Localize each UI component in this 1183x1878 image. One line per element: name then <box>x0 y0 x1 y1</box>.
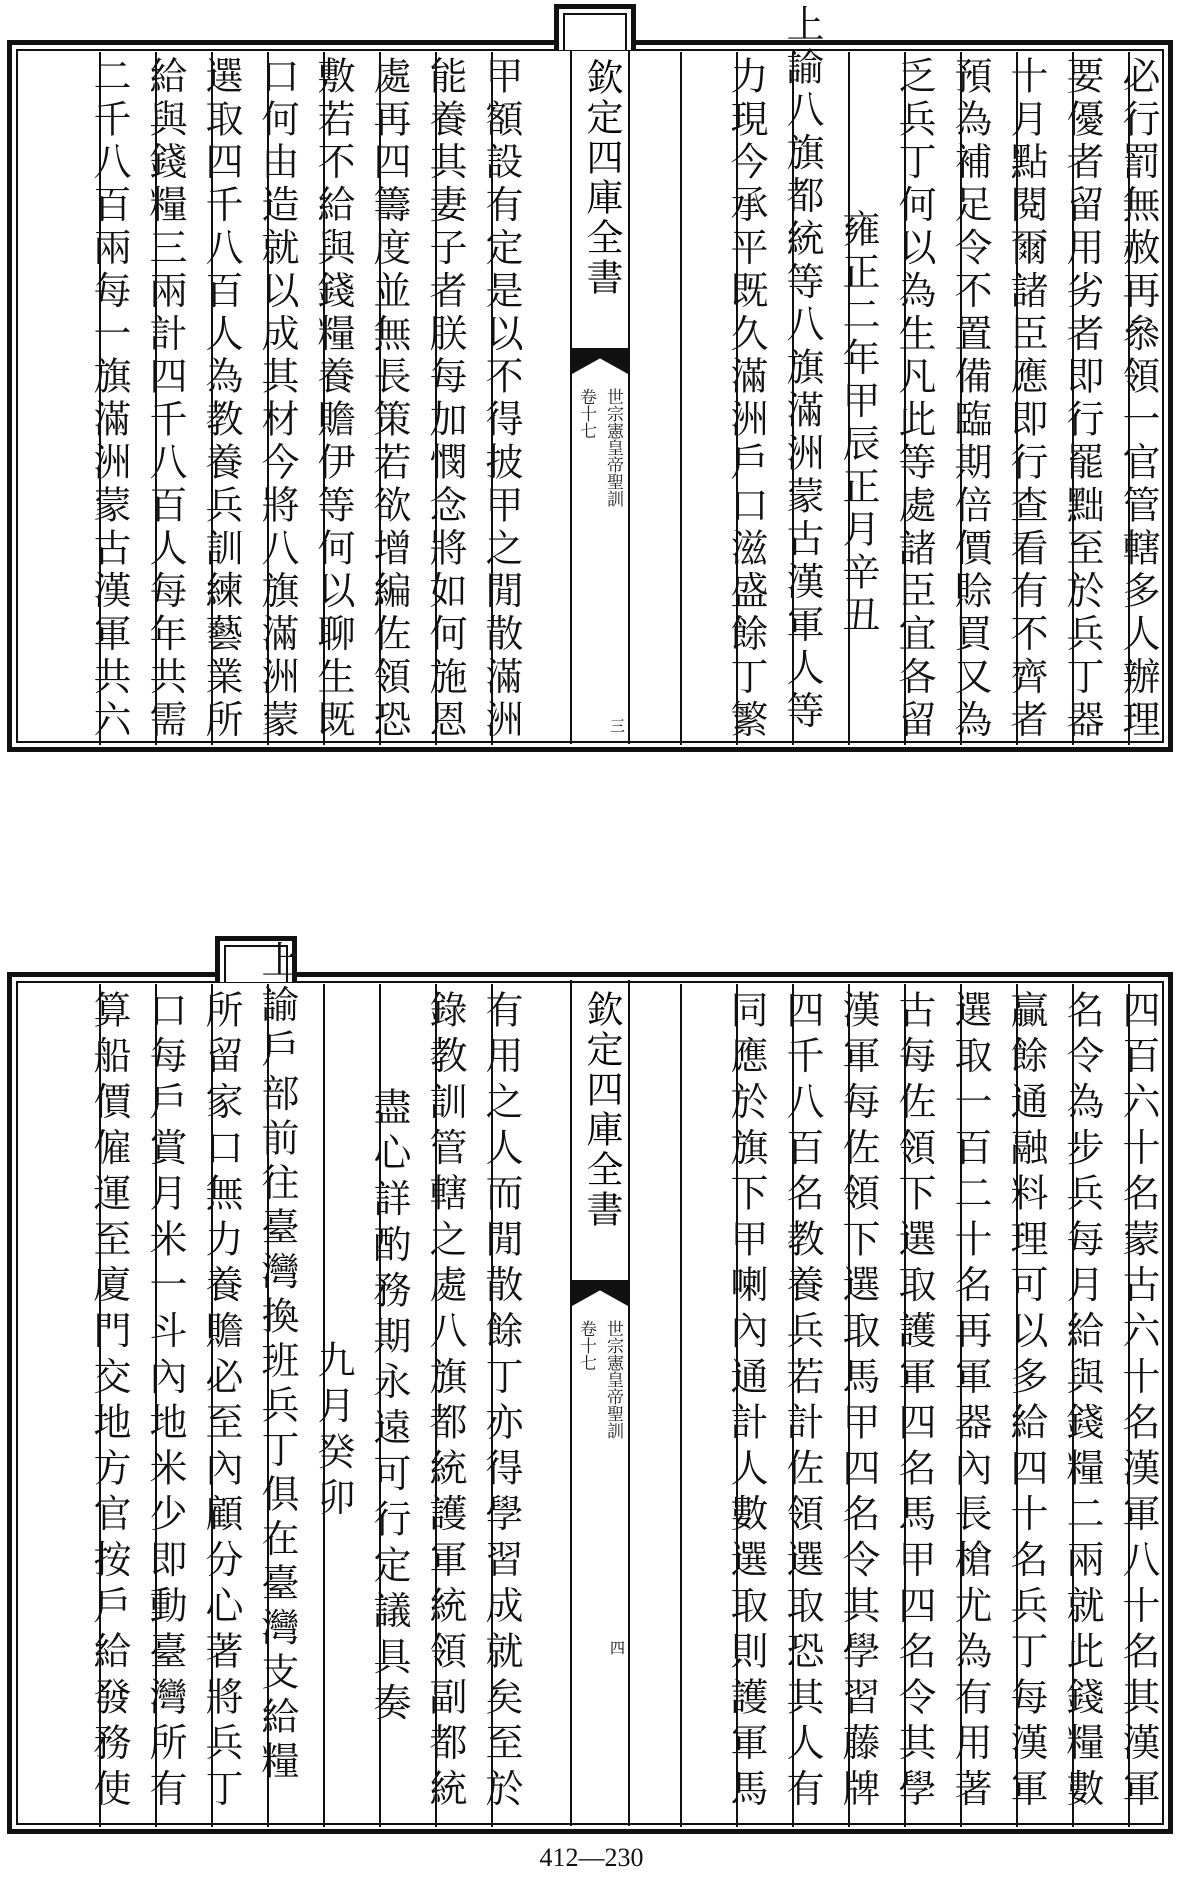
text-column: 四百六十名蒙古六十名漢軍八十名其漢軍 <box>1116 990 1160 1815</box>
text-column: 口何由造就以成其材今將八旗滿洲蒙 <box>255 56 299 743</box>
text-column: 贏餘通融料理可以多給四十名兵丁每漢軍 <box>1004 990 1048 1815</box>
text-column: 必行罰無赦再叅領一官管轄多人辦理 <box>1116 56 1160 743</box>
lower-page-gutter <box>570 980 630 1826</box>
text-column: 選取四千八百人為教養兵訓練藝業所 <box>199 56 243 743</box>
text-column: 口每戶賞月米一斗內地米少即動臺灣所有 <box>143 990 187 1815</box>
text-column: 預為補足令不置備臨期倍價賒買又為 <box>948 56 992 743</box>
text-column: 乏兵丁何以為生凡此等處諸臣宜各留 <box>892 56 936 743</box>
text-column: 名令為步兵每月給與錢糧二兩就此錢糧數 <box>1060 990 1104 1815</box>
fish-tail-ornament <box>572 348 628 374</box>
gutter-title: 欽定四庫全書 <box>580 990 623 1230</box>
text-column: 所留家口無力養贍必至內顧分心著將兵丁 <box>199 990 243 1815</box>
date-heading: 九月癸卯 <box>311 1340 355 1524</box>
column-rule <box>680 984 682 1827</box>
edict-column: 上諭戶部前往臺灣換班兵丁俱在臺灣支給糧 <box>255 940 299 1786</box>
gutter-title: 欽定四庫全書 <box>580 58 623 298</box>
gutter-subtitle-volume: 卷十七 <box>576 388 596 439</box>
text-column: 同應於旗下甲喇內通計人數選取則護軍馬 <box>724 990 768 1815</box>
text-column: 能養其妻子者朕每加憫念將如何施恩 <box>423 56 467 743</box>
gutter-subtitle-title: 世宗憲皇帝聖訓 <box>603 1320 623 1439</box>
text-column: 十月點閱爾諸臣應即行查看有不齊者 <box>1004 56 1048 743</box>
gutter-subtitle <box>576 1320 624 1439</box>
gutter-subtitle-title: 世宗憲皇帝聖訓 <box>603 388 623 507</box>
text-column: 四千八百名教養兵若計佐領選取恐其人有 <box>780 990 824 1815</box>
text-column: 錄教訓管轄之處八旗都統護軍統領副都統 <box>423 990 467 1815</box>
upper-page-heading-tab <box>554 4 636 50</box>
edict-column: 上諭八旗都統等八旗滿洲蒙古漢軍人等 <box>780 4 824 734</box>
text-column: 算船價僱運至廈門交地方官按戶給發務使 <box>87 990 131 1815</box>
text-column: 給與錢糧三兩計四千八百人每年共需 <box>143 56 187 743</box>
column-rule <box>680 52 682 745</box>
text-column: 甲額設有定是以不得披甲之閒散滿洲 <box>479 56 523 743</box>
gutter-subtitle <box>576 388 624 507</box>
gutter-subtitle-volume: 卷十七 <box>576 1320 596 1371</box>
fish-tail-ornament <box>572 1280 628 1306</box>
upper-page-gutter <box>570 48 630 744</box>
text-column: 二千八百兩每一旗滿洲蒙古漢軍共六 <box>87 56 131 743</box>
date-heading: 雍正二年甲辰正月辛丑 <box>836 208 880 638</box>
page-footer-number: 412—230 <box>539 1843 644 1872</box>
text-column: 處再四籌度並無長策若欲增編佐領恐 <box>367 56 411 743</box>
gutter-page-number: 四 <box>608 1640 626 1655</box>
text-column: 盡心詳酌務期永遠可行定議具奏 <box>367 1087 411 1729</box>
text-column: 敷若不給與錢糧養贍伊等何以聊生既 <box>311 56 355 743</box>
text-column: 選取一百二十名再軍器內長槍尤為有用著 <box>948 990 992 1815</box>
text-column: 古每佐領下選取護軍四名馬甲四名令其學 <box>892 990 936 1815</box>
text-column: 要優者留用劣者即行罷黜至於兵丁器 <box>1060 56 1104 743</box>
text-column: 漢軍每佐領下選取馬甲四名令其學習藤牌 <box>836 990 880 1815</box>
text-column: 有用之人而閒散餘丁亦得學習成就矣至於 <box>479 990 523 1815</box>
text-column: 力現今承平既久滿洲戶口滋盛餘丁繁 <box>724 56 768 743</box>
gutter-page-number: 三 <box>608 718 626 733</box>
